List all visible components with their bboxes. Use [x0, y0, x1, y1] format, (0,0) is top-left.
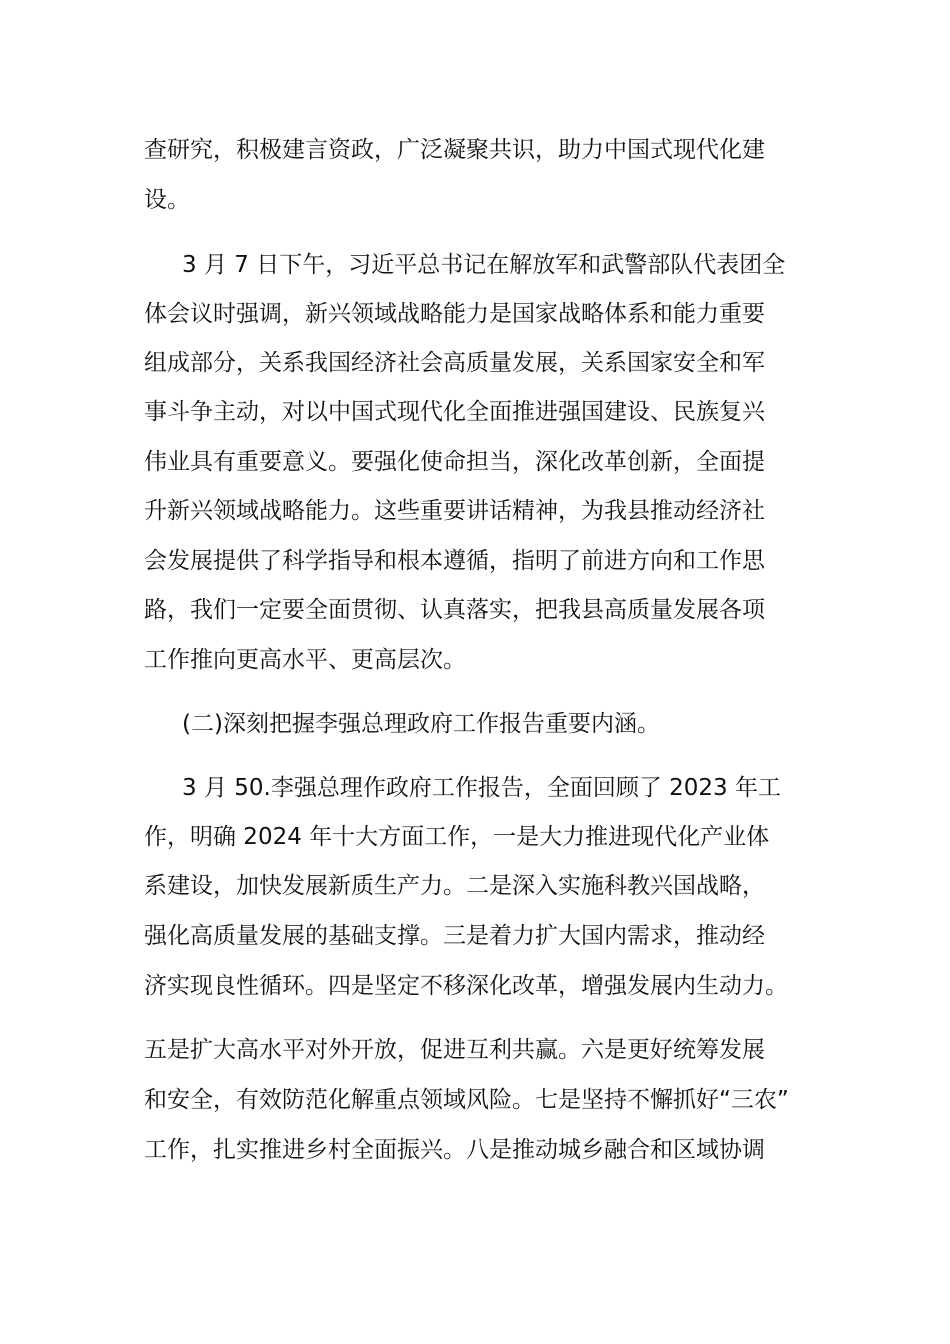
text-line-19: 和安全，有效防范化解重点领域风险。七是坚持不懈抓好“三农” [144, 1087, 789, 1113]
text-line-6: 事斗争主动，对以中国式现代化全面推进强国建设、民族复兴 [144, 399, 765, 425]
text-line-11: 工作推向更高水平、更高层次。 [144, 647, 466, 673]
text-line-14: 作，明确 2024 年十大方面工作，一是大力推进现代化产业体 [144, 824, 770, 850]
text-line-4: 体会议时强调，新兴领域战略能力是国家战略体系和能力重要 [144, 301, 765, 327]
text-line-1: 查研究，积极建言资政，广泛凝聚共识，助力中国式现代化建 [144, 137, 765, 163]
text-line-5: 组成部分，关系我国经济社会高质量发展，关系国家安全和军 [144, 350, 765, 376]
text-line-8: 升新兴领域战略能力。这些重要讲话精神，为我县推动经济社 [144, 498, 765, 524]
section-heading: (二)深刻把握李强总理政府工作报告重要内涵。 [182, 711, 660, 737]
text-line-20: 工作，扎实推进乡村全面振兴。八是推动城乡融合和区域协调 [144, 1137, 765, 1163]
text-line-16: 强化高质量发展的基础支撑。三是着力扩大国内需求，推动经 [144, 923, 765, 949]
text-line-7: 伟业具有重要意义。要强化使命担当，深化改革创新，全面提 [144, 449, 765, 475]
text-line-9: 会发展提供了科学指导和根本遵循，指明了前进方向和工作思 [144, 548, 765, 574]
text-line-18: 五是扩大高水平对外开放，促进互利共赢。六是更好统筹发展 [144, 1037, 765, 1063]
text-line-17: 济实现良性循环。四是坚定不移深化改革，增强发展内生动力。 [144, 973, 788, 999]
text-line-10: 路，我们一定要全面贯彻、认真落实，把我县高质量发展各项 [144, 597, 765, 623]
text-line-13: 3 月 50.李强总理作政府工作报告，全面回顾了 2023 年工 [182, 775, 781, 801]
text-line-3: 3 月 7 日下午，习近平总书记在解放军和武警部队代表团全 [182, 252, 786, 278]
text-line-15: 系建设，加快发展新质生产力。二是深入实施科教兴国战略， [144, 873, 765, 899]
text-line-2: 设。 [144, 187, 190, 213]
